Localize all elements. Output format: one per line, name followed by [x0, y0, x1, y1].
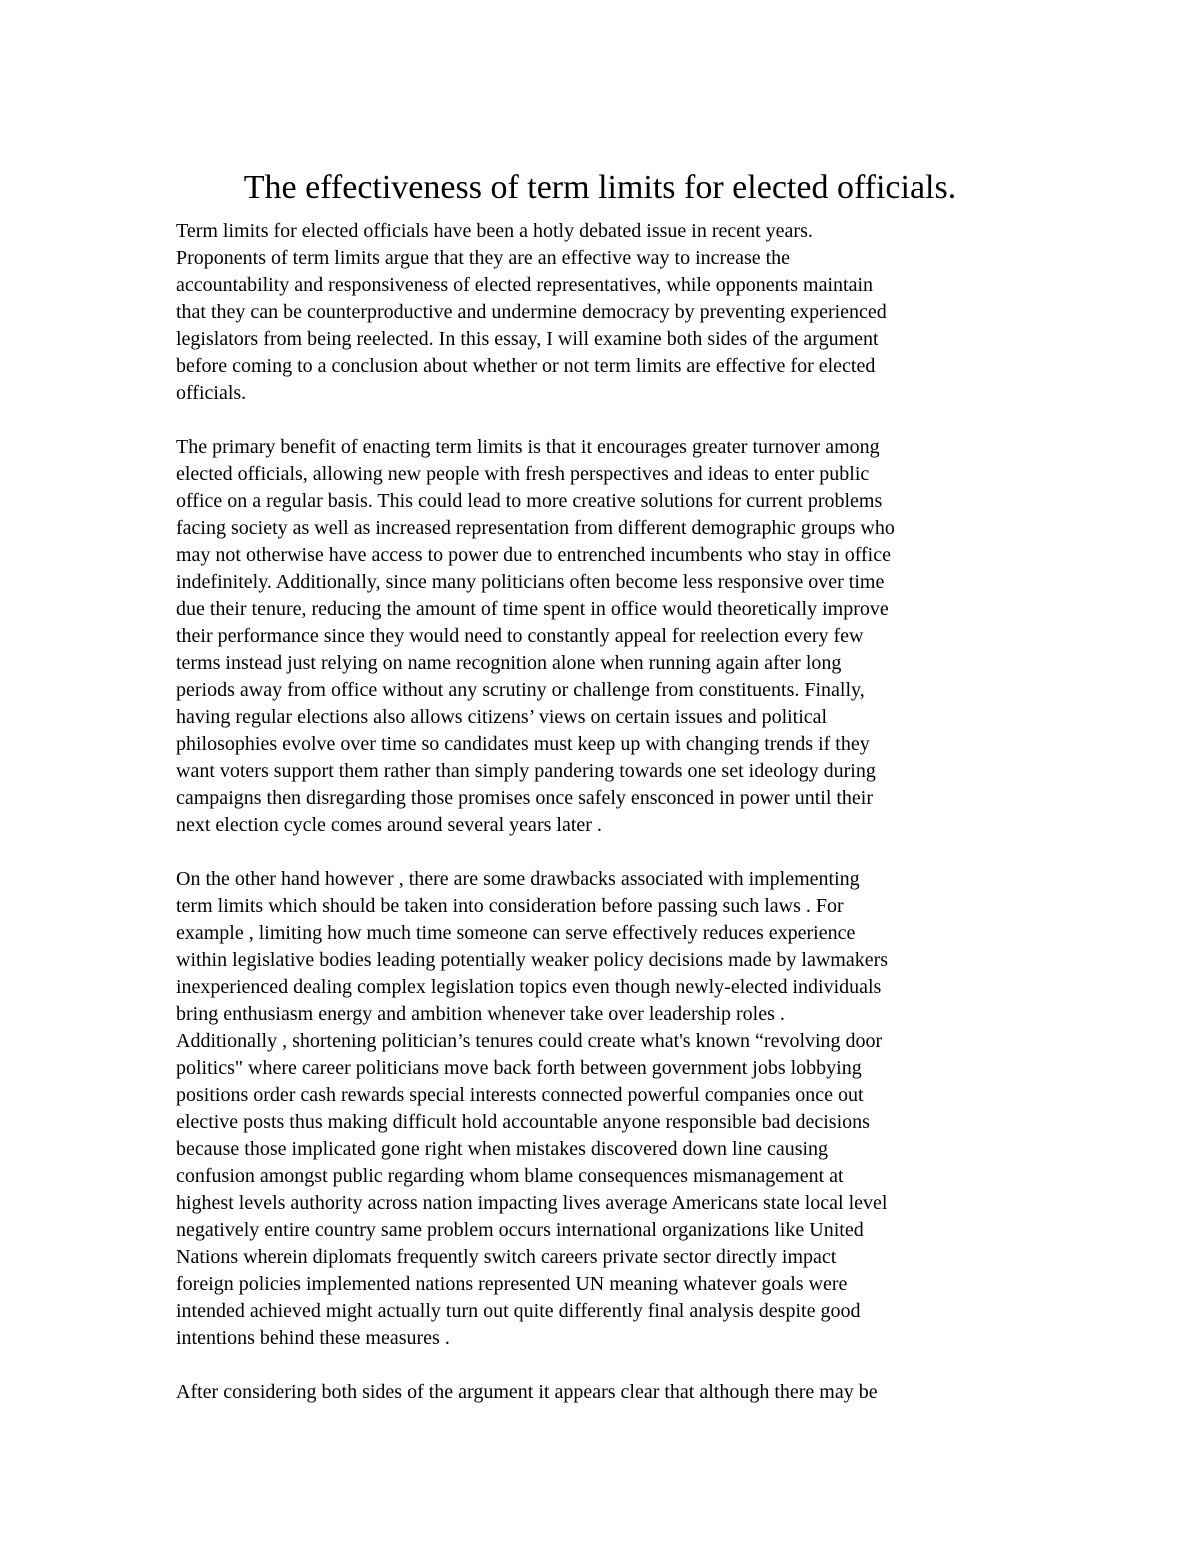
- paragraph-line: Additionally , shortening politician’s tenures could create what's known “revolving door: [176, 1030, 883, 1052]
- paragraph-line: term limits which should be taken into consideration before passing such laws . For: [176, 895, 844, 917]
- paragraph-line: philosophies evolve over time so candidates must keep up with changing trends if they: [176, 733, 870, 755]
- paragraph-line: elective posts thus making difficult hold accountable anyone responsible bad decisions: [176, 1111, 870, 1133]
- paragraph-line: facing society as well as increased representation from different demographic groups who: [176, 517, 895, 539]
- paragraph-line: their performance since they would need to constantly appeal for reelection every few: [176, 625, 864, 647]
- paragraph-line: Nations wherein diplomats frequently switch careers private sector directly impact: [176, 1246, 837, 1268]
- paragraph-line: positions order cash rewards special interests connected powerful companies once out: [176, 1084, 864, 1106]
- paragraph-line: bring enthusiasm energy and ambition whenever take over leadership roles .: [176, 1003, 785, 1025]
- paragraph-line: want voters support them rather than simply pandering towards one set ideology during: [176, 760, 876, 782]
- paragraph-line: politics" where career politicians move back forth between government jobs lobbying: [176, 1057, 862, 1079]
- paragraph: [176, 218, 1036, 407]
- paragraph-line: because those implicated gone right when mistakes discovered down line causing: [176, 1138, 829, 1160]
- paragraph-line: legislators from being reelected. In this essay, I will examine both sides of the argument: [176, 328, 879, 350]
- paragraph-line: campaigns then disregarding those promises once safely ensconced in power until their: [176, 787, 874, 809]
- paragraph-line: having regular elections also allows citizens’ views on certain issues and political: [176, 706, 828, 728]
- paragraph-line: within legislative bodies leading potentially weaker policy decisions made by lawmakers: [176, 949, 889, 971]
- paragraph-line: Proponents of term limits argue that they are an effective way to increase the: [176, 247, 791, 269]
- paragraph-line: terms instead just relying on name recognition alone when running again after long: [176, 652, 842, 674]
- paragraph-line: After considering both sides of the argument it appears clear that although there may be: [176, 1381, 878, 1403]
- paragraph-line: due their tenure, reducing the amount of time spent in office would theoretically improve: [176, 598, 889, 620]
- paragraph-line: negatively entire country same problem occurs international organizations like United: [176, 1219, 864, 1241]
- paragraph-line: before coming to a conclusion about whether or not term limits are effective for elected: [176, 355, 876, 377]
- paragraph-line: On the other hand however , there are some drawbacks associated with implementing: [176, 868, 860, 890]
- paragraph-line: officials.: [176, 382, 247, 404]
- paragraph-line: inexperienced dealing complex legislation topics even though newly-elected individuals: [176, 976, 882, 998]
- paragraph-line: elected officials, allowing new people with fresh perspectives and ideas to enter public: [176, 463, 870, 485]
- paragraph-line: Term limits for elected officials have been a hotly debated issue in recent years.: [176, 220, 813, 242]
- paragraph-line: foreign policies implemented nations represented UN meaning whatever goals were: [176, 1273, 848, 1295]
- paragraph: [176, 1379, 1036, 1406]
- document-body: [176, 218, 1036, 1433]
- paragraph-line: periods away from office without any scrutiny or challenge from constituents. Finally,: [176, 679, 865, 701]
- paragraph-line: intentions behind these measures .: [176, 1327, 450, 1349]
- paragraph-line: indefinitely. Additionally, since many politicians often become less responsive over time: [176, 571, 885, 593]
- paragraph: [176, 434, 1036, 839]
- paragraph-line: may not otherwise have access to power due to entrenched incumbents who stay in office: [176, 544, 891, 566]
- paragraph-line: The primary benefit of enacting term limits is that it encourages greater turnover among: [176, 436, 880, 458]
- paragraph-line: next election cycle comes around several years later .: [176, 814, 602, 836]
- paragraph-line: office on a regular basis. This could lead to more creative solutions for current problems: [176, 490, 883, 512]
- paragraph-line: intended achieved might actually turn out quite differently final analysis despite good: [176, 1300, 861, 1322]
- paragraph-line: highest levels authority across nation impacting lives average Americans state local level: [176, 1192, 888, 1214]
- document-title: The effectiveness of term limits for elected officials.: [243, 169, 957, 206]
- paragraph-line: confusion amongst public regarding whom blame consequences mismanagement at: [176, 1165, 844, 1187]
- paragraph-line: example , limiting how much time someone can serve effectively reduces experience: [176, 922, 856, 944]
- paragraph-line: that they can be counterproductive and undermine democracy by preventing experienced: [176, 301, 887, 323]
- paragraph-line: accountability and responsiveness of elected representatives, while opponents maintain: [176, 274, 874, 296]
- paragraph: [176, 866, 1036, 1352]
